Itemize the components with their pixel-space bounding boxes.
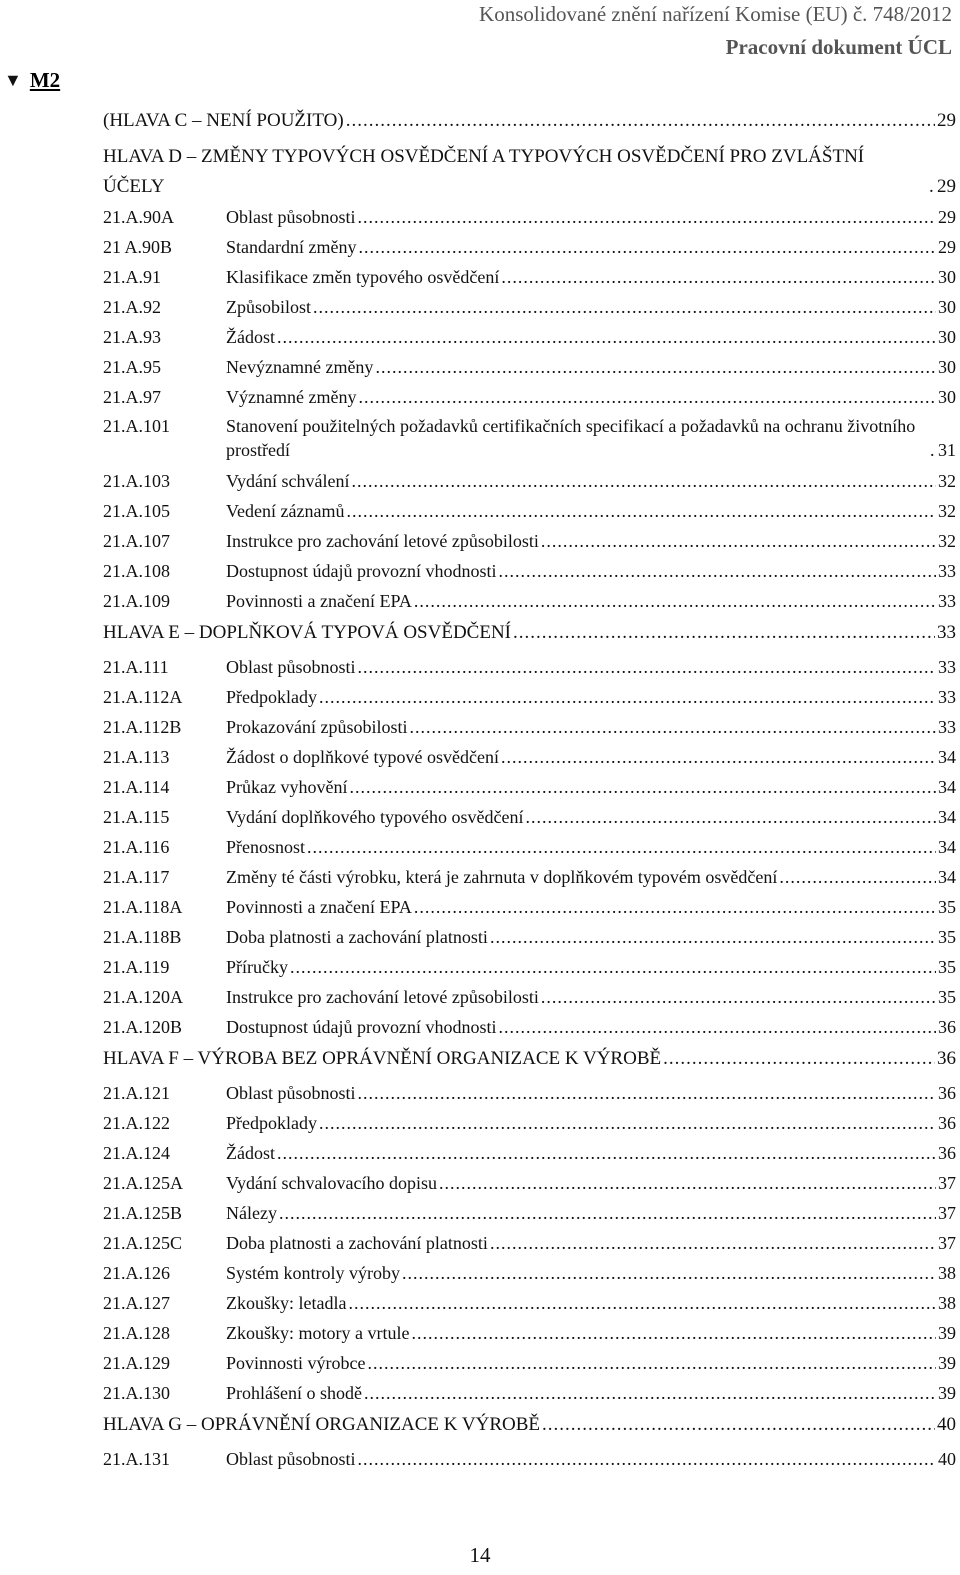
toc-entry-cell — [226, 1230, 956, 1256]
dot-leader — [414, 898, 936, 920]
toc-entry-code: 21.A.105 — [103, 501, 170, 521]
toc-entry-cell — [226, 1446, 956, 1472]
document-header — [479, 0, 952, 61]
toc-entry-cell — [226, 354, 956, 380]
toc-entry-code: 21.A.121 — [103, 1083, 170, 1103]
toc-entry-code: 21.A.125A — [103, 1173, 183, 1193]
dot-leader — [368, 1354, 937, 1376]
toc-entry-cell — [226, 1200, 956, 1226]
toc-entry-code: 21.A.90A — [103, 207, 174, 227]
toc-chapter-title: HLAVA G – OPRÁVNĚNÍ ORGANIZACE K VÝROBĚ — [103, 1414, 541, 1435]
toc-entry-cell — [226, 774, 956, 800]
toc-entry-code: 21.A.113 — [103, 747, 170, 767]
toc-page-number: 29 — [937, 176, 956, 197]
toc-entry-cell — [103, 1410, 956, 1440]
toc-entry-title: Přenosnost — [226, 837, 306, 857]
toc-entry-row[interactable] — [103, 954, 956, 984]
toc-entry-title: Klasifikace změn typového osvědčení — [226, 267, 500, 287]
toc-page-number: 32 — [938, 531, 956, 551]
toc-page-number: 29 — [938, 207, 956, 227]
toc-entry-code: 21.A.116 — [103, 837, 170, 857]
toc-page-number: 30 — [938, 297, 956, 317]
dot-leader — [358, 1084, 936, 1106]
toc-entry-cell — [226, 294, 956, 320]
dot-leader — [358, 388, 936, 410]
toc-entry-row[interactable] — [103, 558, 956, 588]
toc-entry-cell — [226, 1290, 956, 1316]
toc-entry-code: 21.A.112A — [103, 687, 183, 707]
toc-entry-row[interactable] — [103, 654, 956, 684]
toc-entry-row[interactable] — [103, 1320, 956, 1350]
toc-entry-code: 21.A.126 — [103, 1263, 170, 1283]
toc-entry-title: Významné změny — [226, 387, 357, 407]
toc-page-number: 33 — [938, 561, 956, 581]
toc-entry-title: Doba platnosti a zachování platnosti — [226, 927, 488, 947]
toc-entry-code: 21.A.131 — [103, 1449, 170, 1469]
toc-entry-title: Předpoklady — [226, 1113, 317, 1133]
toc-page-number: 30 — [938, 267, 956, 287]
toc-entry-title: Zkoušky: letadla — [226, 1293, 347, 1313]
toc-entry-cell — [226, 804, 956, 830]
toc-entry-title: Žádost — [226, 327, 275, 347]
toc-page-number: 33 — [938, 657, 956, 677]
toc-entry-cell — [226, 588, 956, 614]
toc-entry-title: Vedení záznamů — [226, 501, 345, 521]
toc-entry-cell — [103, 142, 956, 202]
dot-leader — [364, 1384, 936, 1406]
toc-page-number: 35 — [938, 927, 956, 947]
toc-entry-code: 21.A.107 — [103, 531, 170, 551]
toc-entry-cell — [226, 1320, 956, 1346]
toc-entry-code: 21.A.97 — [103, 387, 161, 407]
dot-leader — [779, 868, 936, 890]
dot-leader — [501, 268, 936, 290]
toc-entry-code: 21.A.120B — [103, 1017, 183, 1037]
toc-entry-code: 21.A.120A — [103, 987, 183, 1007]
dot-leader — [501, 748, 936, 770]
toc-entry-title: Instrukce pro zachování letové způsobilosti — [226, 531, 539, 551]
dot-leader — [513, 625, 935, 648]
dot-leader — [409, 718, 936, 740]
toc-page-number: 30 — [938, 387, 956, 407]
dot-leader — [313, 298, 936, 320]
toc-entry-title: Dostupnost údajů provozní vhodnosti — [226, 561, 497, 581]
dot-leader — [663, 1051, 935, 1074]
toc-entry-code: 21.A.127 — [103, 1293, 170, 1313]
toc-page-number: 39 — [938, 1383, 956, 1403]
toc-chapter-row[interactable] — [103, 1410, 956, 1446]
toc-entry-cell — [226, 1380, 956, 1406]
toc-page-number: 37 — [938, 1233, 956, 1253]
toc-page-number: 34 — [938, 807, 956, 827]
toc-entry-row[interactable] — [103, 204, 956, 234]
toc-entry-code: 21.A.130 — [103, 1383, 170, 1403]
toc-entry-row[interactable] — [103, 804, 956, 834]
toc-entry-title: Standardní změny — [226, 237, 357, 257]
toc-entry-cell — [226, 984, 956, 1010]
toc-page-number: 31 — [938, 440, 956, 460]
toc-entry-cell — [226, 954, 956, 980]
triangle-down-icon: ▼ — [4, 70, 22, 90]
toc-entry-code: 21.A.118A — [103, 897, 183, 917]
toc-entry-row[interactable] — [103, 894, 956, 924]
dot-leader — [349, 778, 936, 800]
dot-leader — [414, 592, 936, 614]
toc-page-number: 37 — [938, 1203, 956, 1223]
toc-entry-code: 21.A.93 — [103, 327, 161, 347]
toc-page-number: 35 — [938, 957, 956, 977]
toc-entry-code: 21.A.108 — [103, 561, 170, 581]
toc-entry-cell — [226, 498, 956, 524]
toc-entry-code: 21.A.114 — [103, 777, 170, 797]
toc-chapter-title: (HLAVA C – NENÍ POUŽITO) — [103, 110, 344, 131]
toc-entry-row[interactable] — [103, 264, 956, 294]
toc-page-number: 40 — [938, 1449, 956, 1469]
toc-entry-cell — [226, 744, 956, 770]
dot-leader — [346, 502, 936, 524]
toc-entry-title: Zkoušky: motory a vrtule — [226, 1323, 410, 1343]
toc-entry-row[interactable] — [103, 864, 956, 894]
toc-page-number: 33 — [938, 717, 956, 737]
dot-leader — [358, 208, 936, 230]
dot-leader — [277, 1144, 936, 1166]
toc-entry-code: 21.A.92 — [103, 297, 161, 317]
toc-entry-cell — [226, 264, 956, 290]
toc-entry-row[interactable] — [103, 1230, 956, 1260]
toc-page-number: 37 — [938, 1173, 956, 1193]
toc-chapter-title: HLAVA F – VÝROBA BEZ OPRÁVNĚNÍ ORGANIZACE K VÝROBĚ — [103, 1048, 662, 1069]
toc-entry-title: Prokazování způsobilosti — [226, 717, 408, 737]
toc-entry-title: Žádost o doplňkové typové osvědčení — [226, 747, 499, 767]
toc-entry-code: 21.A.111 — [103, 657, 169, 677]
toc-entry-cell — [226, 1170, 956, 1196]
dot-leader — [930, 440, 936, 462]
toc-entry-row[interactable] — [103, 384, 956, 414]
toc-entry-row[interactable] — [103, 414, 956, 468]
toc-entry-code: 21.A.124 — [103, 1143, 170, 1163]
toc-entry-cell — [226, 684, 956, 710]
toc-entry-cell — [226, 204, 956, 230]
toc-page-number: 34 — [938, 777, 956, 797]
toc-chapter-row[interactable] — [103, 142, 956, 204]
toc-entry-code: 21.A.112B — [103, 717, 182, 737]
toc-entry-cell — [226, 468, 956, 494]
toc-entry-code: 21.A.118B — [103, 927, 182, 947]
dot-leader — [307, 838, 936, 860]
amendment-marker — [4, 68, 60, 93]
toc-entry-row[interactable] — [103, 1446, 956, 1476]
toc-entry-code: 21.A.109 — [103, 591, 170, 611]
toc-entry-row[interactable] — [103, 1170, 956, 1200]
toc-entry-row[interactable] — [103, 1290, 956, 1320]
toc-page-number: 30 — [938, 357, 956, 377]
toc-entry-code: 21.A.115 — [103, 807, 170, 827]
dot-leader — [348, 1294, 936, 1316]
toc-entry-code: 21.A.119 — [103, 957, 170, 977]
dot-leader — [439, 1174, 936, 1196]
toc-entry-code: 21.A.91 — [103, 267, 161, 287]
toc-entry-row[interactable] — [103, 324, 956, 354]
toc-entry-title: Oblast působnosti — [226, 657, 356, 677]
toc-page-number: 34 — [938, 747, 956, 767]
toc-entry-title: Průkaz vyhovění — [226, 777, 348, 797]
toc-entry-row[interactable] — [103, 588, 956, 618]
dot-leader — [490, 1234, 936, 1256]
toc-entry-cell — [226, 324, 956, 350]
toc-entry-code: 21.A.128 — [103, 1323, 170, 1343]
toc-entry-cell — [226, 1110, 956, 1136]
toc-entry-title: Nálezy — [226, 1203, 277, 1223]
toc-entry-row[interactable] — [103, 234, 956, 264]
toc-entry-row[interactable] — [103, 354, 956, 384]
document-title: Konsolidované znění nařízení Komise (EU) č. 748/2012 — [479, 2, 952, 26]
toc-page-number: 35 — [938, 987, 956, 1007]
toc-page-number: 36 — [938, 1083, 956, 1103]
toc-entry-code: 21.A.103 — [103, 471, 170, 491]
dot-leader — [279, 1204, 936, 1226]
toc-entry-row[interactable] — [103, 1110, 956, 1140]
toc-entry-cell — [226, 414, 956, 462]
dot-leader — [541, 532, 936, 554]
toc-page-number: 39 — [938, 1323, 956, 1343]
toc-entry-cell — [226, 234, 956, 260]
dot-leader — [351, 472, 936, 494]
dot-leader — [375, 358, 936, 380]
toc-entry-title: Změny té části výrobku, která je zahrnuta v doplňkovém typovém osvědčení — [226, 867, 778, 887]
toc-entry-code: 21.A.101 — [103, 416, 170, 436]
dot-leader — [542, 1417, 935, 1440]
dot-leader — [346, 113, 935, 136]
toc-chapter-row[interactable] — [103, 618, 956, 654]
toc-entry-title: Způsobilost — [226, 297, 312, 317]
dot-leader — [929, 179, 935, 202]
toc-entry-row[interactable] — [103, 714, 956, 744]
toc-entry-row[interactable] — [103, 468, 956, 498]
toc-page-number: 29 — [937, 110, 956, 131]
toc-entry-row[interactable] — [103, 1080, 956, 1110]
toc-entry-cell — [226, 1080, 956, 1106]
toc-entry-title: Žádost — [226, 1143, 275, 1163]
toc-entry-code: 21.A.122 — [103, 1113, 170, 1133]
document-subtitle: Pracovní dokument ÚCL — [725, 35, 952, 59]
toc-entry-row[interactable] — [103, 834, 956, 864]
toc-entry-title: Dostupnost údajů provozní vhodnosti — [226, 1017, 497, 1037]
toc-entry-row[interactable] — [103, 1200, 956, 1230]
toc-entry-row[interactable] — [103, 984, 956, 1014]
toc-page-number: 33 — [938, 591, 956, 611]
toc-entry-row[interactable] — [103, 684, 956, 714]
toc-entry-cell — [226, 1140, 956, 1166]
toc-page-number: 35 — [938, 897, 956, 917]
dot-leader — [525, 808, 936, 830]
toc-page-number: 33 — [938, 687, 956, 707]
toc-entry-cell — [226, 834, 956, 860]
toc-entry-cell — [226, 558, 956, 584]
toc-entry-row[interactable] — [103, 1380, 956, 1410]
amendment-label[interactable]: M2 — [29, 68, 61, 92]
dot-leader — [358, 1450, 936, 1472]
toc-page-number: 33 — [937, 622, 956, 643]
toc-entry-title: Vydání schvalovacího dopisu — [226, 1173, 437, 1193]
toc-page-number: 36 — [937, 1048, 956, 1069]
toc-entry-cell — [103, 106, 956, 136]
toc-entry-row[interactable] — [103, 744, 956, 774]
toc-page-number: 34 — [938, 867, 956, 887]
toc-page-number: 38 — [938, 1263, 956, 1283]
toc-entry-code: 21.A.117 — [103, 867, 170, 887]
dot-leader — [358, 238, 936, 260]
toc-entry-title: Nevýznamné změny — [226, 357, 374, 377]
toc-entry-row[interactable] — [103, 294, 956, 324]
toc-chapter-title: HLAVA D – ZMĚNY TYPOVÝCH OSVĚDČENÍ A TYPOVÝCH OSVĚDČENÍ PRO ZVLÁŠTNÍ ÚČELY — [103, 146, 865, 197]
toc-entry-cell — [226, 864, 956, 890]
toc-entry-title: Oblast působnosti — [226, 1083, 356, 1103]
dot-leader — [411, 1324, 936, 1346]
toc-entry-row[interactable] — [103, 1140, 956, 1170]
toc-entry-row[interactable] — [103, 774, 956, 804]
toc-page-number: 32 — [938, 471, 956, 491]
toc-entry-code: 21.A.129 — [103, 1353, 170, 1373]
toc-page-number: 36 — [938, 1143, 956, 1163]
dot-leader — [499, 562, 937, 584]
toc-page-number: 30 — [938, 327, 956, 347]
toc-entry-title: Vydání schválení — [226, 471, 350, 491]
toc-entry-code: 21.A.125B — [103, 1203, 183, 1223]
toc-page-number: 34 — [938, 837, 956, 857]
dot-leader — [541, 988, 936, 1010]
dot-leader — [277, 328, 936, 350]
toc-entry-title: Oblast působnosti — [226, 1449, 356, 1469]
toc-page-number: 39 — [938, 1353, 956, 1373]
toc-entry-cell — [226, 894, 956, 920]
dot-leader — [319, 688, 936, 710]
toc-entry-row[interactable] — [103, 528, 956, 558]
toc-entry-cell — [226, 1350, 956, 1376]
toc-entry-code: 21 A.90B — [103, 237, 173, 257]
toc-entry-cell — [226, 528, 956, 554]
toc-entry-title: Příručky — [226, 957, 288, 977]
toc-chapter-title: HLAVA E – DOPLŇKOVÁ TYPOVÁ OSVĚDČENÍ — [103, 622, 511, 643]
toc-page-number: 40 — [937, 1414, 956, 1435]
toc-entry-title: Povinnosti a značení EPA — [226, 897, 412, 917]
dot-leader — [402, 1264, 936, 1286]
toc-page-number: 38 — [938, 1293, 956, 1313]
toc-page-number: 32 — [938, 501, 956, 521]
toc-entry-cell — [226, 384, 956, 410]
toc-entry-code: 21.A.95 — [103, 357, 161, 377]
toc-entry-cell — [103, 618, 956, 648]
toc-entry-row[interactable] — [103, 1014, 956, 1044]
toc-entry-cell — [226, 1014, 956, 1040]
toc-page-number: 36 — [938, 1113, 956, 1133]
toc-entry-title: Stanovení použitelných požadavků certifikačních specifikací a požadavků na ochranu životního prostředí — [226, 416, 916, 460]
toc-entry-title: Vydání doplňkového typového osvědčení — [226, 807, 524, 827]
toc-entry-row[interactable] — [103, 1350, 956, 1380]
dot-leader — [290, 958, 936, 980]
dot-leader — [319, 1114, 936, 1136]
toc-entry-row[interactable] — [103, 498, 956, 528]
toc-entry-code: 21.A.125C — [103, 1233, 183, 1253]
toc-entry-cell — [226, 1260, 956, 1286]
toc-chapter-row[interactable] — [103, 1044, 956, 1080]
dot-leader — [490, 928, 936, 950]
toc-entry-title: Instrukce pro zachování letové způsobilosti — [226, 987, 539, 1007]
toc-page-number: 29 — [938, 237, 956, 257]
toc-entry-title: Povinnosti a značení EPA — [226, 591, 412, 611]
page-number: 14 — [469, 1543, 491, 1567]
toc-page-number: 36 — [938, 1017, 956, 1037]
toc-entry-cell — [226, 654, 956, 680]
toc-entry-row[interactable] — [103, 1260, 956, 1290]
toc-entry-title: Prohlášení o shodě — [226, 1383, 362, 1403]
toc-entry-title: Povinnosti výrobce — [226, 1353, 366, 1373]
toc-entry-cell — [226, 714, 956, 740]
dot-leader — [499, 1018, 937, 1040]
toc-entry-title: Oblast působnosti — [226, 207, 356, 227]
dot-leader — [358, 658, 936, 680]
toc-entry-title: Předpoklady — [226, 687, 317, 707]
toc-chapter-row[interactable] — [103, 106, 956, 142]
toc-entry-cell — [103, 1044, 956, 1074]
table-of-contents — [103, 106, 956, 1476]
toc-entry-title: Doba platnosti a zachování platnosti — [226, 1233, 488, 1253]
toc-entry-cell — [226, 924, 956, 950]
toc-entry-title: Systém kontroly výroby — [226, 1263, 400, 1283]
toc-entry-row[interactable] — [103, 924, 956, 954]
